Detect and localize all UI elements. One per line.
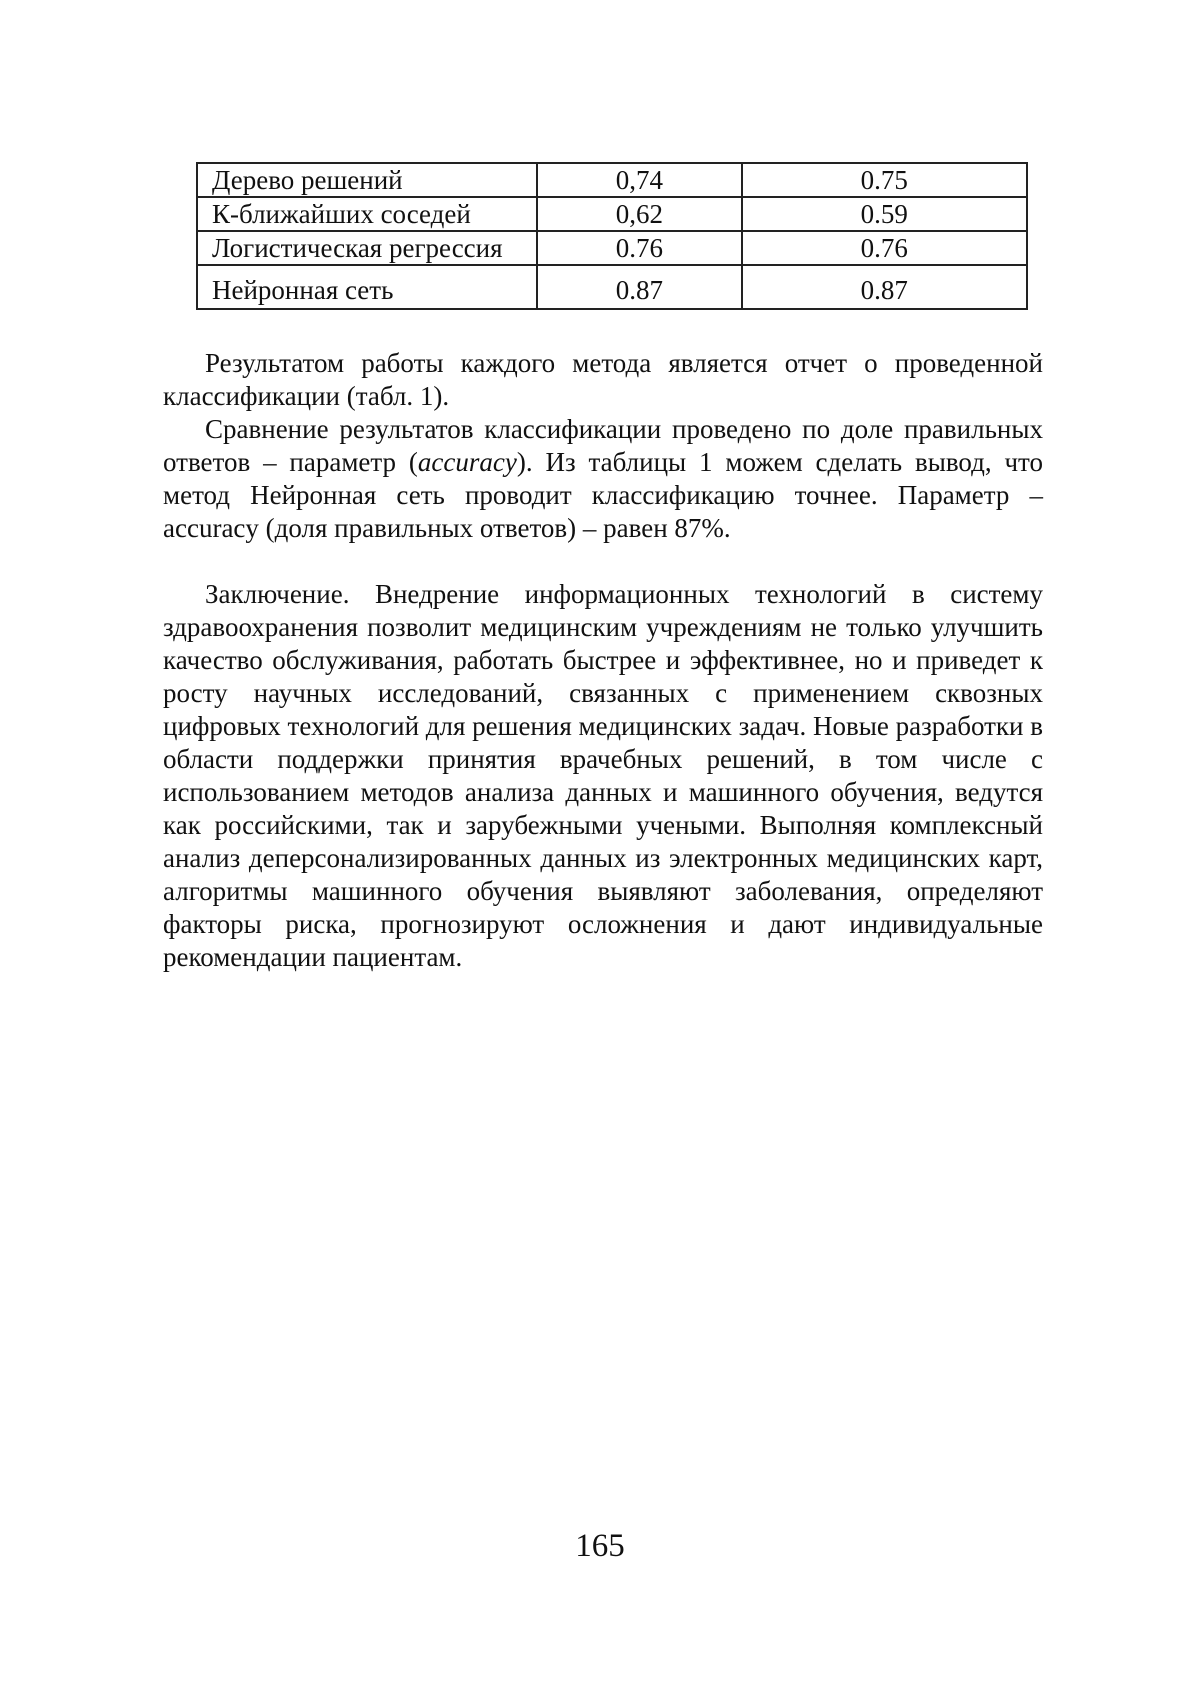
table-cell-method: Дерево решений (197, 163, 537, 197)
paragraph-conclusion: Заключение. Внедрение информационных технологий в систему здравоохранения позволит медицинским учреждениям не только улучшить качество обслуживания, работать быстрее и эффективнее, но и приведет к росту научных исследований, связанных с применением сквозных цифровых технологий для решения медицинских задач. Новые разработки в области поддержки принятия врачебных решений, в том числе с использованием методов анализа данных и машинного обучения, ведутся как российскими, так и зарубежными учеными. Выполняя комплексный анализ деперсонализированных данных из электронных медицинских карт, алгоритмы машинного обучения выявляют заболевания, определяют факторы риска, прогнозируют осложнения и дают индивидуальные рекомендации пациентам. (163, 578, 1043, 974)
table-cell-value: 0.76 (742, 231, 1027, 265)
table-cell-value: 0.75 (742, 163, 1027, 197)
table-cell-value: 0.87 (537, 265, 741, 309)
table-row (197, 265, 1027, 309)
paragraph-comparison-start: Сравнение результатов классификации проведено по доле правильных ответов – параметр ( (163, 414, 1043, 477)
table-row (197, 231, 1027, 265)
table-cell-value: 0,74 (537, 163, 741, 197)
table-cell-method: Нейронная сеть (197, 265, 537, 309)
term-accuracy: accuracy (418, 447, 517, 477)
paragraph-comparison-end: ). Из таблицы 1 можем сделать вывод, что метод Нейронная сеть проводит классификацию точнее. Параметр – accuracy (доля правильных ответов) – равен 87%. (163, 447, 1043, 543)
document-page (0, 0, 1200, 1703)
table-cell-value: 0.76 (537, 231, 741, 265)
table-cell-value: 0.87 (742, 265, 1027, 309)
table-row (197, 197, 1027, 231)
table-cell-value: 0.59 (742, 197, 1027, 231)
table-row (197, 163, 1027, 197)
page-number: 165 (0, 1528, 1200, 1565)
paragraph-comparison (163, 413, 1043, 545)
table-cell-method: Логистическая регрессия (197, 231, 537, 265)
table-cell-value: 0,62 (537, 197, 741, 231)
paragraph-results: Результатом работы каждого метода является отчет о проведенной классификации (табл. 1). (163, 347, 1043, 413)
table-cell-method: К-ближайших соседей (197, 197, 537, 231)
results-table (196, 162, 1028, 310)
